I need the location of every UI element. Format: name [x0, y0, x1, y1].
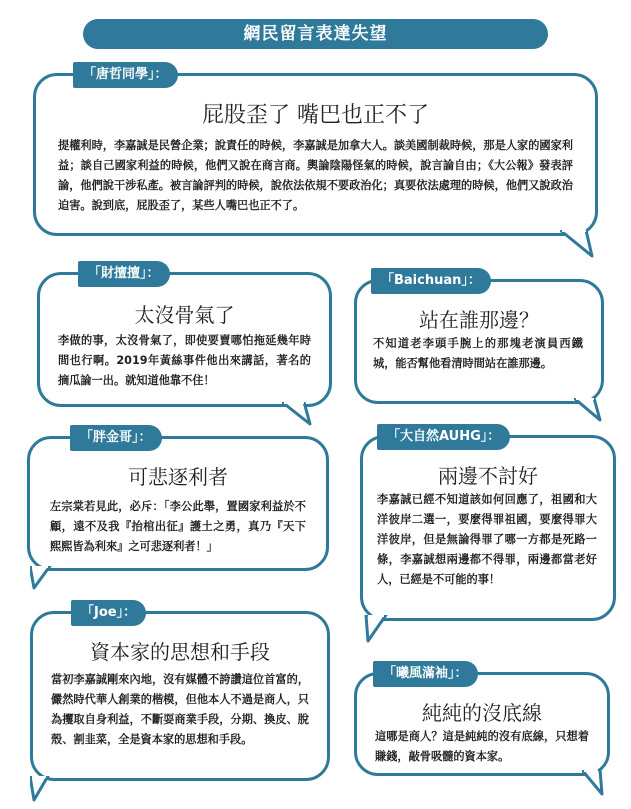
comment-bubble-5 — [360, 429, 616, 621]
comment-bubble-4 — [27, 430, 329, 571]
comment-author-tag: 「大自然AUHG」： — [377, 424, 510, 450]
comment-author-tag: 「Baichuan」： — [371, 268, 491, 294]
page-banner-title: 網民留言表達失望 — [83, 19, 548, 49]
comment-bubble-3 — [354, 273, 604, 404]
comment-body: 當初李嘉誠剛來內地，沒有媒體不誇讚這位首富的，儼然時代華人創業的楷模，但他本人不過是商人，只為攫取自身利益，不斷耍商業手段，分期、換皮、脫殼、割韭菜，全是資本家的思想和手段。 — [51, 673, 309, 746]
comment-headline: 純純的沒底線 — [422, 701, 542, 725]
comment-bubble-1 — [33, 67, 598, 236]
comment-author-tag: 「財擅擅」： — [78, 261, 170, 287]
comment-headline: 站在誰那邊？ — [419, 308, 539, 332]
comment-author-tag: 「曦風滿袖」： — [373, 661, 478, 687]
speech-tail-icon — [560, 230, 594, 258]
comment-headline: 兩邊不討好 — [438, 464, 538, 488]
comment-body: 李嘉誠已經不知道該如何回應了，祖國和大洋彼岸二選一，要麼得罪祖國，要麼得罪大洋彼岸，但是無論得罪了哪一方都是死路一條，李嘉誠想兩邊都不得罪，兩邊都當老好人，已經是不可能的事！ — [377, 493, 597, 586]
comment-author-tag: 「胖金哥」： — [70, 425, 162, 451]
comment-body: 李做的事，太沒骨氣了，即使要賣哪怕拖延幾年時間也行啊。2019年黃絲事件他出來講話，著名的摘瓜論一出。就知道他靠不住！ — [58, 334, 311, 387]
comment-body: 提權利時，李嘉誠是民營企業；說責任的時候，李嘉誠是加拿大人。談美國制裁時候，那是人家的國家利益；談自己國家利益的時候，他們又說在商言商。輿論陰陽怪氣的時候，說言論自由；《大公報》發表評論，他們說干涉私產。被言論評判的時候，說依法依規不要政治化；真要依法處理的時候，他們又說政治迫害。說到底，屁股歪了，某些人嘴巴也正不了。 — [58, 139, 573, 212]
comment-bubble-2 — [37, 266, 332, 407]
comment-body: 不知道老李頭手腕上的那塊老演員西鐵城，能否幫他看清時間站在誰那邊。 — [373, 337, 583, 370]
comment-bubble-7 — [354, 666, 610, 776]
comment-author-tag: 「Joe」： — [71, 600, 146, 626]
speech-tail-icon — [282, 402, 312, 428]
speech-tail-icon — [574, 398, 604, 424]
comment-bubble-6 — [30, 605, 330, 781]
comment-headline: 資本家的思想和手段 — [90, 640, 270, 664]
comment-headline: 屁股歪了 嘴巴也正不了 — [202, 103, 429, 128]
comment-body: 左宗棠若見此，必斥：「李公此舉，置國家利益於不顧，遠不及我『抬棺出征』護土之勇，真乃『天下熙熙皆為利來』之可悲逐利者！」 — [50, 500, 306, 553]
speech-tail-icon — [364, 615, 392, 645]
speech-tail-icon — [582, 770, 606, 798]
speech-tail-icon — [30, 566, 56, 592]
comment-headline: 可悲逐利者 — [128, 465, 228, 489]
comment-headline: 太沒骨氣了 — [134, 303, 235, 327]
comment-author-tag: 「唐哲同學」： — [73, 62, 178, 88]
speech-tail-icon — [30, 776, 54, 804]
comment-body: 這哪是商人？這是純純的沒有底線，只想着賺錢，敲骨吸髓的資本家。 — [375, 730, 589, 763]
